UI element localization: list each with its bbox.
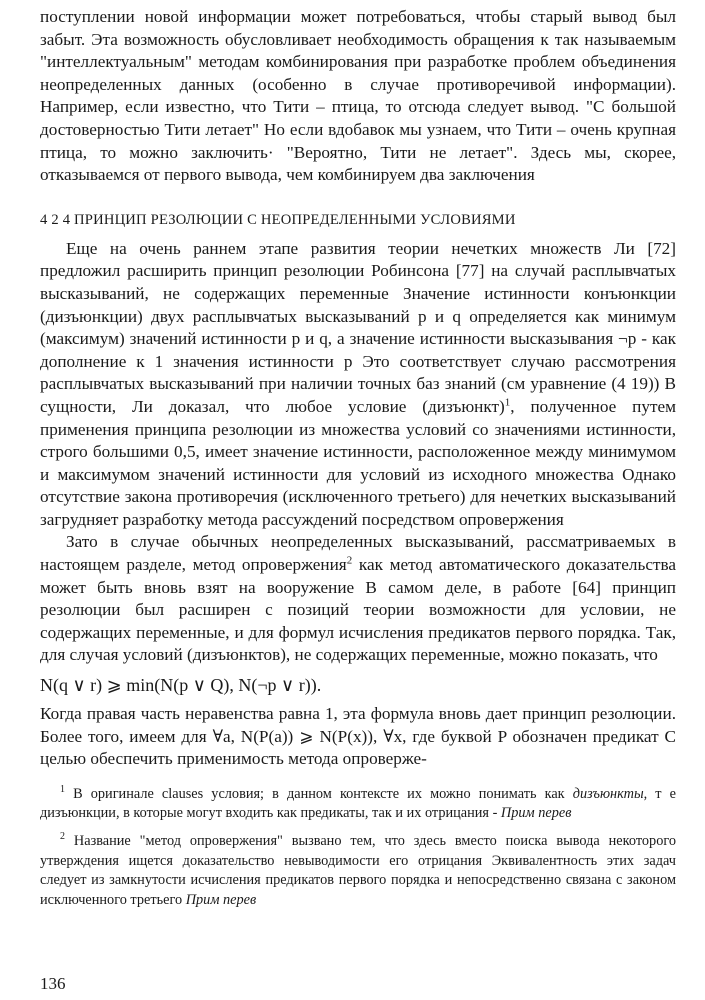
- footnote-italic-term: дизъюнкты: [572, 785, 644, 802]
- translator-note: Прим перев: [500, 805, 572, 822]
- footnote-separator: [40, 771, 676, 785]
- formula: N(q ∨ r) ⩾ min(N(p ∨ Q), N(¬p ∨ r)).: [40, 675, 322, 696]
- footnote-text: , т е дизъюнкции, в которые могут входить как предикаты, так и их отрицания -: [40, 785, 677, 822]
- paragraph-resolution-principle: Когда правая часть неравенства равна 1, эта формула вновь дает принцип резолюции. Более того, имеем для ∀a, N(P(a)) ⩾ N(P(x)), ∀x, где буквой P обозначен предикат С целью обеспечить применимость метода опроверже-: [40, 704, 676, 769]
- translator-note: Прим перев: [185, 891, 257, 908]
- paragraph-text: Еще на очень раннем этапе развития теории нечетких множеств Ли [72] предложил расширить принцип резолюции Робинсона [77] на случай расплывчатых высказываний, не содержащих переменные Значение истинности конъюнкции (дизъюнкции) двух расплывчатых высказываний p и q определяется как минимум (максимум) значений истинности p и q, а значение истинности высказывания ¬p - как дополнение к 1 значения истинности p Это соответствует случаю рассмотрения расплывчатых высказываний при наличии точных баз знаний (см уравнение (4 19)) В сущности, Ли доказал, что любое условие (дизъюнкт): [40, 238, 676, 416]
- section-heading: 4 2 4 ПРИНЦИП РЕЗОЛЮЦИИ С НЕОПРЕДЕЛЕННЫМИ УСЛОВИЯМИ: [40, 211, 516, 228]
- footnote-text: Название "метод опровержения" вызвано тем, что здесь вместо поиска вывода некоторого утверждения ищется доказательство невыводимости его отрицания Эквивалентность этих задач следует из замкнутости исчисления предикатов первого порядка и непосредственно связана с законом исключенного третьего: [40, 833, 676, 908]
- paragraph-text: Зато в случае обычных неопределенных высказываний, рассматриваемых в настоящем разделе, метод опровержения: [40, 532, 676, 575]
- paragraph-text: , полученное путем применения принципа резолюции из множества условий со значениями истинности, строго большими 0,5, имеет значение истинности, расположенное между минимумом и максимумом значений истинности для условий из исходного множества Однако отсутствие закона противоречия (исключенного третьего) для нечетких высказываний загрудняет разработку метода рассуждений посредством опровержения: [40, 396, 676, 529]
- footnote-number: 1: [60, 784, 65, 796]
- paragraph-li-resolution: [40, 238, 676, 532]
- intro-paragraph: поступлении новой информации может потребоваться, чтобы старый вывод был забыт. Эта возможность обусловливает необходимость обращения к так называемым "интеллектуальным" методам комбинирования при разработке проблем объединения неопределенных данных (особенно в случае противоречивой информации). Например, если известно, что Тити – птица, то отсюда следует вывод. "С большой достоверностью Тити летает" Но если вдобавок мы узнаем, что Тити – очень крупная птица, то можно заключить· "Вероятно, Тити не летает". Здесь мы, скорее, отказываемся от первого вывода, чем комбинируем два заключения: [40, 7, 676, 185]
- footnote-1: [40, 785, 676, 824]
- page-number: 136: [40, 974, 66, 993]
- footnote-number: 2: [60, 831, 65, 843]
- paragraph-text: как метод автоматического доказательства может быть вновь взят на вооружение В самом деле, в работе [64] принцип резолюции был расширен с позиций теории возможности для условии, не содержащих переменные, и для формул исчисления предикатов первого порядка. Так, для случая условий (дизъюнктов), не содержащих переменные, можно показать, что: [40, 555, 677, 665]
- footnote-text: В оригинале clauses условия; в данном контексте их можно понимать как: [65, 785, 573, 802]
- footnote-ref-1: 1: [504, 396, 511, 409]
- footnote-ref-2: 2: [346, 554, 353, 567]
- document-page: [40, 6, 676, 918]
- footnote-2: [40, 832, 676, 910]
- paragraph-refutation: [40, 531, 676, 667]
